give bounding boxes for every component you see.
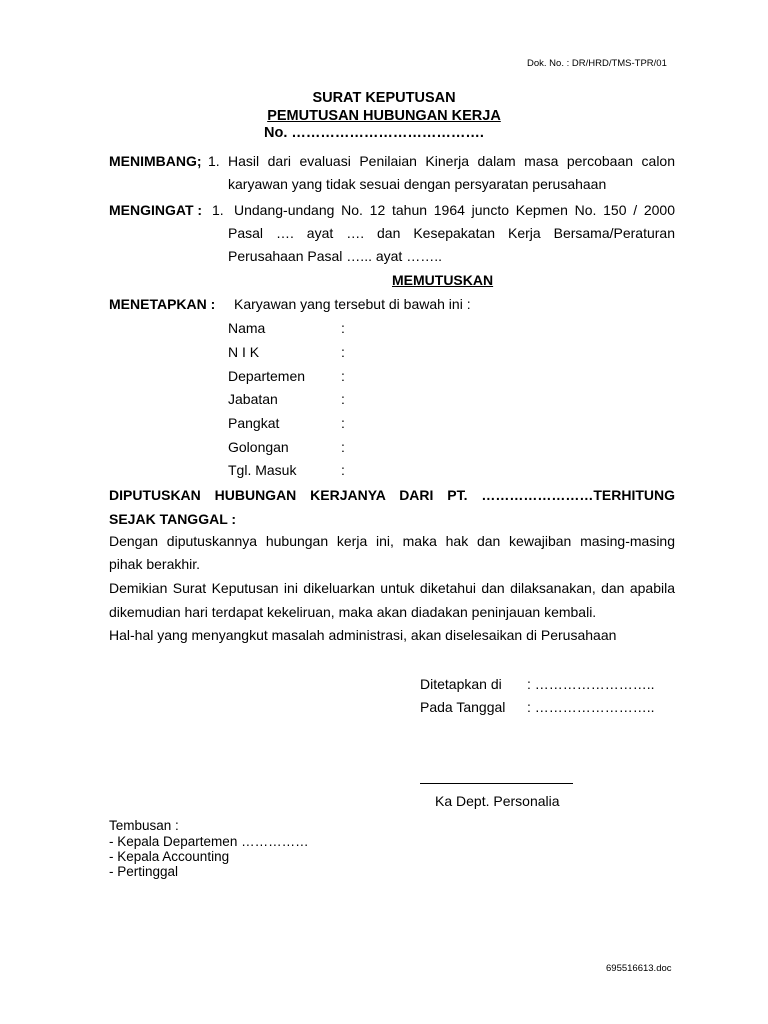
mengingat-line-2: Pasal …. ayat …. dan Kesepakatan Kerja Bersama/Peraturan [228,225,675,241]
menetapkan-text: Karyawan yang tersebut di bawah ini : [234,296,471,312]
body-paragraph-1-line-1: Dengan diputuskannya hubungan kerja ini, maka hak dan kewajiban masing-masing [109,533,675,549]
menimbang-line-1: Hasil dari evaluasi Penilaian Kinerja dalam masa percobaan calon [228,153,675,169]
field-label-pangkat: Pangkat [228,415,280,431]
field-separator: : [341,368,345,384]
signer-title: Ka Dept. Personalia [435,793,560,809]
decree-number: No. …………………………………. [264,125,484,141]
document-number: Dok. No. : DR/HRD/TMS-TPR/01 [527,58,667,69]
document-subtitle: PEMUTUSAN HUBUNGAN KERJA [267,108,501,124]
mengingat-label: MENGINGAT : [109,202,203,218]
tembusan-item: - Kepala Accounting [109,849,230,864]
field-separator: : [341,320,345,336]
decision-line-1: DIPUTUSKAN HUBUNGAN KERJANYA DARI PT. ……………………TERHITUNG [109,487,675,503]
mengingat-line-3: Perusahaan Pasal …... ayat …….. [228,248,442,264]
tembusan-item: - Pertinggal [109,864,179,879]
date-label: Pada Tanggal [420,699,506,715]
field-label-nama: Nama [228,320,266,336]
field-separator: : [341,344,345,360]
body-paragraph-2-line-2: dikemudian hari terdapat kekeliruan, maka akan diadakan peninjauan kembali. [109,604,597,620]
tembusan-item: - Kepala Departemen …………… [109,834,309,849]
menimbang-label: MENIMBANG; [109,153,202,169]
field-label-golongan: Golongan [228,439,289,455]
document-title: SURAT KEPUTUSAN [312,90,456,106]
field-label-nik: N I K [228,344,260,360]
mengingat-number: 1. [212,202,224,218]
signature-line [420,783,573,784]
field-separator: : [341,439,345,455]
memutuskan-heading: MEMUTUSKAN [392,272,494,288]
field-label-departemen: Departemen [228,368,306,384]
place-label: Ditetapkan di [420,676,502,692]
decision-line-2: SEJAK TANGGAL : [109,511,237,527]
body-paragraph-1-line-2: pihak berakhir. [109,556,201,572]
body-paragraph-2-line-1: Demikian Surat Keputusan ini dikeluarkan untuk diketahui dan dilaksanakan, dan apabila [109,580,675,596]
menetapkan-label: MENETAPKAN : [109,296,216,312]
menimbang-line-2: karyawan yang tidak sesuai dengan persyaratan perusahaan [228,176,607,192]
footer-filename: 695516613.doc [606,963,672,974]
tembusan-label: Tembusan : [109,818,179,833]
field-separator: : [341,415,345,431]
menimbang-number: 1. [208,153,220,169]
field-label-tgl-masuk: Tgl. Masuk [228,462,297,478]
field-separator: : [341,462,345,478]
field-separator: : [341,391,345,407]
body-paragraph-3: Hal-hal yang menyangkut masalah administrasi, akan diselesaikan di Perusahaan [109,627,617,643]
field-label-jabatan: Jabatan [228,391,278,407]
mengingat-line-1: Undang-undang No. 12 tahun 1964 juncto Kepmen No. 150 / 2000 [234,202,675,218]
date-value: : …………………….. [527,699,655,715]
place-value: : …………………….. [527,676,655,692]
